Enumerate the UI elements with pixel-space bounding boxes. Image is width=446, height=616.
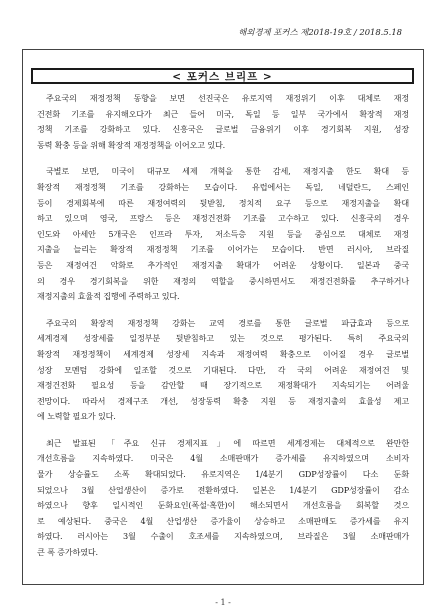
text-line: 확장적 재정정책 기조를 강화하는 모습이다. 유럽에서는 독일, 네덜란드, 스페인 [37, 181, 409, 192]
text-line: 국별로 보면, 미국이 대규모 세제 개혁을 통한 감세, 재정지출 한도 확대 등 [46, 166, 409, 177]
text-line: 세계경제 성장세를 일정부분 뒷받침하고 있는 것으로 평가된다. 특히 주요국의 [37, 333, 409, 344]
text-line: 되었으나 3월 산업생산이 증가로 전환하였다. 일본은 1/4분기 GDP성장률이 감소 [37, 484, 409, 495]
text-line: 큰 폭 증가하였다. [37, 547, 98, 558]
text-line: 정책 기조를 강화하고 있다. 신흥국은 글로벌 금융위기 이후 경기회복 지원, 성장 [37, 124, 409, 135]
text-line: 하였으나 향후 일시적인 둔화요인(폭설·혹한)이 해소되면서 개선흐름을 회복할 것으 [37, 500, 409, 511]
text-line: 로 예상된다. 중국은 4월 산업생산 증가율이 상승하고 소매판매도 증가세를 유지 [37, 515, 409, 526]
text-line: 개선흐름을 지속하였다. 미국은 4월 소매판매가 증가세를 유지하였으며 소비자 [37, 453, 409, 464]
text-line: 물가 상승률도 소폭 확대되었다. 유로지역은 1/4분기 GDP성장률이 다소 둔화 [37, 469, 409, 480]
document-header: 해외경제 포커스 제2018-19호 / 2018.5.18 [238, 27, 402, 37]
text-line: 건전화 기조를 유지해오다가 최근 들어 미국, 독일 등 일부 국가에서 확장적 재정 [37, 108, 409, 119]
text-line: 등은 재정여건 악화로 추가적인 재정지출 확대가 어려운 상황이다. 일본과 중국 [37, 259, 409, 270]
text-line: 하고 있으며 영국, 프랑스 등은 재정건전화 기조를 고수하고 있다. 신흥국의 경우 [37, 213, 409, 224]
page-number: - 1 - [215, 598, 231, 607]
paragraph [37, 91, 409, 153]
text-line: 전망이다. 따라서 경제구조 개선, 성장동력 확충 지원 등 재정지출의 효율성 제고 [37, 395, 409, 406]
title-box [31, 68, 414, 84]
text-line: 에 노력할 필요가 있다. [37, 411, 116, 422]
text-line: 성장 모멘텀 강화에 일조할 것으로 기대된다. 다만, 각 국의 어려운 재정여건 및 [37, 364, 409, 375]
paragraph [37, 164, 409, 304]
text-line: 의 경우 경기회복을 위한 재정의 역할을 중시하면서도 재정건전화를 추구하거나 [37, 275, 409, 286]
text-line: 확장적 재정정책이 세계경제 성장세 지속과 재정여력 확충으로 이어질 경우 글로벌 [37, 348, 409, 359]
text-line: 하였다. 러시아는 3월 수출이 호조세를 지속하였으며, 브라질은 3월 소매판매가 [37, 531, 409, 542]
text-line: 최근 발표된 「주요 신규 경제지표」에 따르면 세계경제는 대체적으로 완만한 [46, 437, 409, 448]
text-line: 주요국의 확장적 재정정책 강화는 교역 경로를 통한 글로벌 파급효과 등으로 [46, 317, 409, 328]
text-line: 동력 확충 등을 위해 확장적 재정정책을 이어오고 있다. [37, 139, 226, 150]
text-line: 지출을 늘리는 확장적 재정정책 기조를 이어가는 모습이다. 반면 러시아, 브라질 [37, 244, 409, 255]
paragraph [37, 436, 409, 561]
text-line: 주요국의 재정정책 동향을 보면 선진국은 유로지역 재정위기 이후 대체로 재정 [46, 93, 409, 103]
text-line: 등이 경제회복에 따른 재정여력의 뒷받침, 정치적 요구 등으로 재정지출을 확대 [37, 197, 409, 208]
text-line: 재정건전화 필요성 등을 감안할 때 장기적으로 재정확대가 지속되기는 어려울 [37, 380, 409, 391]
section-title: < 포커스 브리프 > [172, 70, 273, 83]
text-line: 재정지출의 효율적 집행에 주력하고 있다. [37, 291, 180, 302]
text-line: 인도와 아세안 5개국은 인프라 투자, 저소득층 지원 등을 중심으로 대체로 재정 [37, 228, 409, 239]
paragraph [37, 316, 409, 425]
body-text [37, 91, 409, 572]
